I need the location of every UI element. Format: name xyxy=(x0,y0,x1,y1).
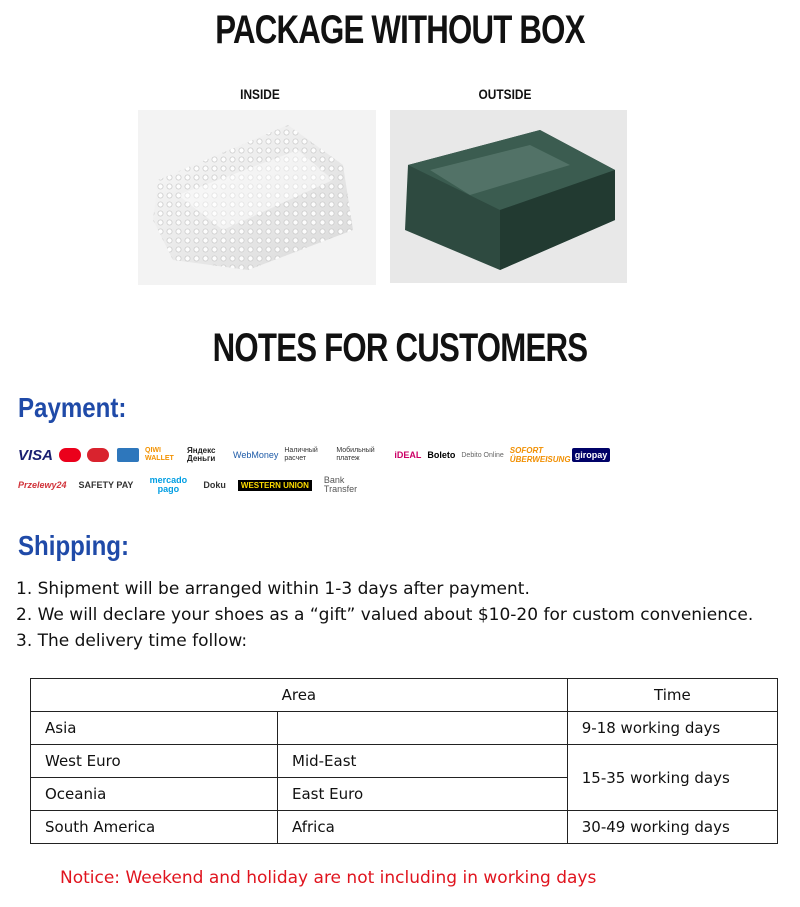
time-cell: 30-49 working days xyxy=(567,811,777,844)
table-row xyxy=(31,811,778,844)
boleto-logo: Boleto xyxy=(427,450,456,460)
mobile-payment-logo: Мобильный платеж xyxy=(336,447,375,462)
plastic-mailer-package-image xyxy=(390,110,627,283)
przelewy24-logo: Przelewy24 xyxy=(18,480,67,490)
maestro-logo xyxy=(87,448,111,462)
visa-logo: VISA xyxy=(18,446,54,464)
area-cell: West Euro xyxy=(31,745,278,778)
shipping-note-1: 1. Shipment will be arranged within 1-3 days after payment. xyxy=(16,579,530,599)
area-cell: South America xyxy=(31,811,278,844)
debito-online-logo: Debito Online xyxy=(461,451,504,459)
giropay-logo: giropay xyxy=(572,448,611,462)
payment-logos-row-2 xyxy=(18,476,788,494)
doku-logo: Doku xyxy=(203,480,226,490)
cash-payment-logo: Наличный расчет xyxy=(284,447,318,462)
outside-label: OUTSIDE xyxy=(478,86,532,102)
bubble-wrap-package-image xyxy=(138,110,376,285)
delivery-time-table xyxy=(30,678,778,844)
time-cell: 15-35 working days xyxy=(567,745,777,811)
table-row xyxy=(31,745,778,778)
time-cell: 9-18 working days xyxy=(567,712,777,745)
safetypay-logo: SAFETY PAY xyxy=(78,480,134,490)
area-cell: Oceania xyxy=(31,778,278,811)
shipping-note-3: 3. The delivery time follow: xyxy=(16,631,248,651)
bank-transfer-logo: Bank Transfer xyxy=(323,475,358,494)
qiwi-logo: QIWI WALLET xyxy=(145,447,174,462)
time-header: Time xyxy=(567,679,777,712)
mercado-pago-logo: mercado pago xyxy=(149,475,188,494)
table-row xyxy=(31,712,778,745)
payment-heading: Payment: xyxy=(18,392,127,423)
table-header-row xyxy=(31,679,778,712)
area-cell: Africa xyxy=(278,811,568,844)
area-cell: Asia xyxy=(31,712,278,745)
notes-title: NOTES FOR CUSTOMERS xyxy=(212,326,588,370)
holiday-notice: Notice: Weekend and holiday are not including in working days xyxy=(60,868,597,888)
yandex-money-logo: Яндекс Деньги xyxy=(187,446,216,463)
area-cell xyxy=(278,712,568,745)
sofort-logo: SOFORT ÜBERWEISUNG xyxy=(509,446,571,464)
package-title: PACKAGE WITHOUT BOX xyxy=(215,8,585,52)
amex-logo xyxy=(117,448,139,462)
shipping-heading: Shipping: xyxy=(18,530,130,561)
area-header: Area xyxy=(31,679,568,712)
area-cell: Mid-East xyxy=(278,745,568,778)
ideal-logo: iDEAL xyxy=(394,450,422,460)
western-union-logo: WESTERN UNION xyxy=(238,480,312,491)
shipping-note-2: 2. We will declare your shoes as a “gift” valued about $10-20 for custom convenience. xyxy=(16,605,754,625)
payment-logos-row-1 xyxy=(18,446,788,464)
mastercard-logo xyxy=(59,448,81,462)
inside-label: INSIDE xyxy=(240,86,280,102)
webmoney-logo: WebMoney xyxy=(233,450,279,460)
area-cell: East Euro xyxy=(278,778,568,811)
